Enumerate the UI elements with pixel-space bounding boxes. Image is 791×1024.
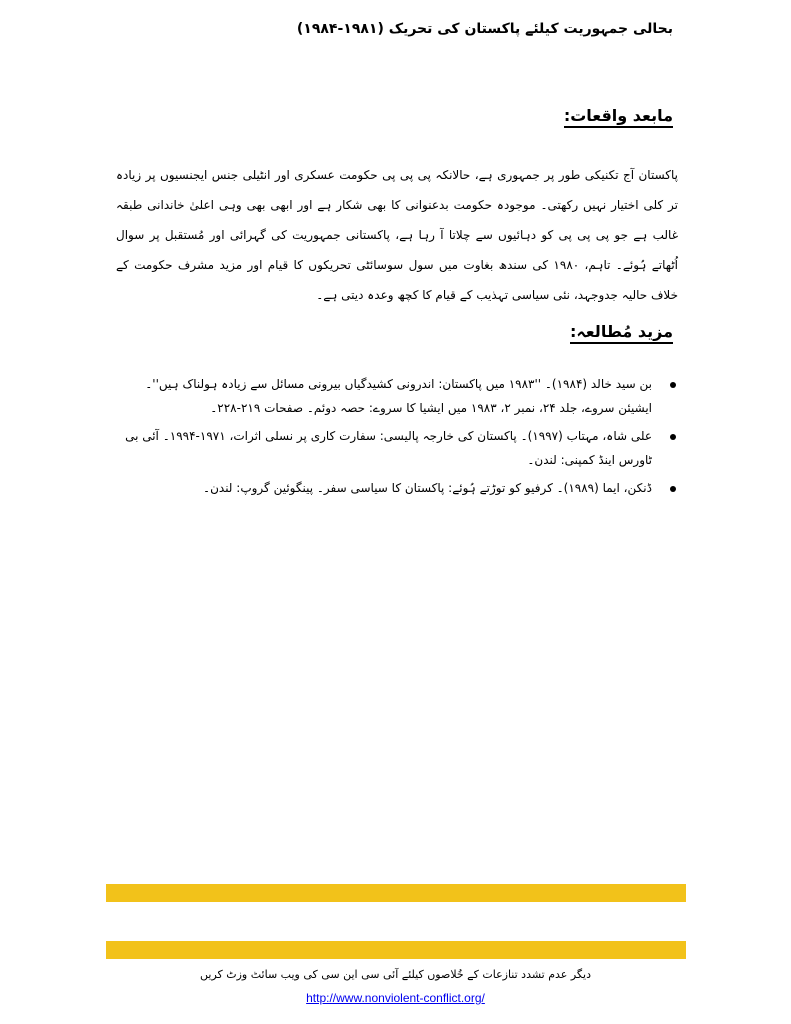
website-link[interactable]: http://www.nonviolent-conflict.org/: [306, 991, 485, 1005]
bullet-icon: [670, 434, 676, 440]
further-reading-list: [116, 372, 678, 504]
list-item: [116, 476, 678, 500]
aftermath-paragraph: پاکستان آج تکنیکی طور پر جمہوری ہے، حالانکہ پی پی پی حکومت عسکری اور انٹیلی جنس ایجنسیوں پر زیادہ تر کلی اختیار نہیں رکھتی۔ موجودہ حکومت بدعنوانی کا بھی شکار ہے اور ابھی بھی وہی اعلیٰ خاندانی طبقہ غالب ہے جو پی پی پی کو دہائیوں سے چلاتا آ رہا ہے، پاکستانی جمہوریت کی گہرائی اور مُستقبل پر سوال اُٹھاتے ہُوئے۔ تاہم، ۱۹۸۰ کی سندھ بغاوت میں سول سوسائٹی تحریکوں کا قیام اور مزید مشرف حکومت کے خلاف حالیہ جدوجہد، نئی سیاسی تہذیب کے قیام کا کچھ وعدہ دیتی ہے۔: [116, 168, 679, 302]
reading-item-text: ڈنکن، ایما (۱۹۸۹)۔ کرفیو کو توڑتے ہُوئے: پاکستان کا سیاسی سفر۔ پینگوئین گروپ: لندن۔: [203, 481, 652, 495]
bullet-icon: [670, 486, 676, 492]
aftermath-heading: مابعد واقعات:: [564, 106, 673, 128]
reading-item-text: بن سید خالد (۱۹۸۴)۔ ''۱۹۸۳ میں پاکستان: اندرونی کشیدگیاں بیرونی مسائل سے زیادہ ہولناک ہیں''۔ ایشیئن سروے، جلد ۲۴، نمبر ۲، ۱۹۸۳ میں ایشیا کا سروے: حصہ دوئم۔ صفحات ۲۱۹-۲۲۸۔: [145, 377, 652, 415]
footer-band-bottom: [106, 941, 686, 959]
reading-item-text: علی شاہ، مہتاب (۱۹۹۷)۔ پاکستان کی خارجہ پالیسی: سفارت کاری پر نسلی اثرات، ۱۹۷۱-۱۹۹۴۔ آئی بی ٹاورس اینڈ کمپنی: لندن۔: [125, 429, 652, 467]
bullet-icon: [670, 382, 676, 388]
footer-band-top: [106, 884, 686, 902]
footer-note: دیگر عدم تشدد تنازعات کے خُلاصوں کیلئے آئی سی این سی کی ویب سائٹ وزٹ کریں: [200, 968, 591, 981]
further-reading-heading: مزید مُطالعہ:: [570, 322, 673, 344]
list-item: [116, 372, 678, 420]
list-item: [116, 424, 678, 472]
page-header-title: بحالی جمہوریت کیلئے پاکستان کی تحریک (۱۹۸۱-۱۹۸۴): [296, 21, 673, 37]
